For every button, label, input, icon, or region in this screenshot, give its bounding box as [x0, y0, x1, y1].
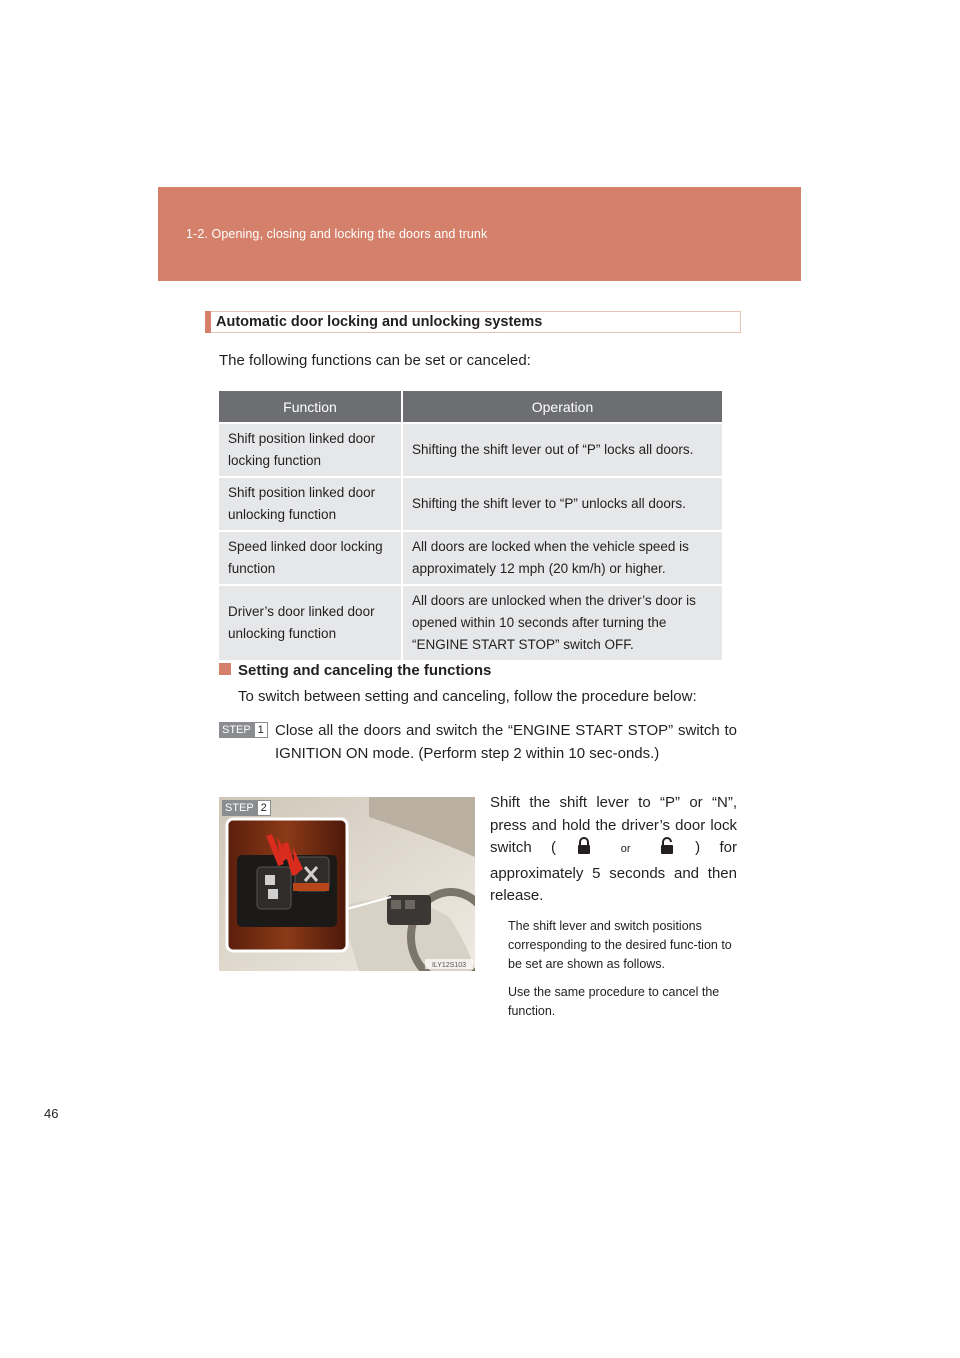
table-cell-function: Driver’s door linked door unlocking function — [219, 585, 402, 660]
table-row — [219, 423, 722, 477]
step-label: STEP — [219, 722, 254, 738]
step2-text-a: Shift the shift lever to “P” or “N”, press and hold the driver’s door lock switch ( — [490, 794, 737, 856]
table-cell-function: Shift position linked door unlocking function — [219, 477, 402, 531]
section-intro: The following functions can be set or canceled: — [219, 352, 531, 369]
table-row — [219, 531, 722, 585]
table-cell-operation: All doors are unlocked when the driver’s door is opened within 10 seconds after turning the “ENGINE START STOP” switch OFF. — [402, 585, 722, 660]
table-header-operation: Operation — [402, 391, 722, 423]
section-title-box — [205, 311, 741, 333]
lock-icon — [577, 837, 591, 863]
step-number: 2 — [257, 800, 271, 816]
step2-text — [490, 792, 737, 908]
breadcrumb: 1-2. Opening, closing and locking the doors and trunk — [186, 227, 488, 241]
table-cell-operation: All doors are locked when the vehicle speed is approximately 12 mph (20 km/h) or higher. — [402, 531, 722, 585]
table-header-row — [219, 391, 722, 423]
note-positions: The shift lever and switch positions corresponding to the desired func-tion to be set are shown as follows. — [508, 919, 732, 971]
table-cell-operation: Shifting the shift lever out of “P” locks all doors. — [402, 423, 722, 477]
section-title: Automatic door locking and unlocking systems — [216, 314, 543, 330]
section-title-bar — [205, 311, 211, 333]
subsection-title: Setting and canceling the functions — [238, 662, 492, 679]
subsection-heading — [219, 662, 491, 679]
table-header-function: Function — [219, 391, 402, 423]
step-number: 1 — [254, 722, 268, 738]
subsection-intro: To switch between setting and canceling, follow the procedure below: — [238, 688, 697, 705]
step2-text-b: ) for approximately 5 seconds and then release. — [490, 839, 738, 904]
step2-badge — [222, 800, 271, 816]
door-panel-graphic — [219, 797, 475, 971]
table-row — [219, 585, 722, 660]
step1-badge — [219, 722, 268, 738]
unlock-icon — [660, 837, 674, 863]
square-bullet-icon — [219, 663, 231, 675]
chapter-header — [158, 187, 801, 281]
door-lock-switch-illustration — [219, 797, 475, 971]
table-row — [219, 477, 722, 531]
page-number: 46 — [44, 1106, 59, 1121]
function-table — [219, 391, 722, 660]
step1-text: Close all the doors and switch the “ENGINE START STOP” switch to IGNITION ON mode. (Perform step 2 within 10 sec-onds.) — [275, 722, 737, 762]
image-code: ILY12S103 — [431, 962, 467, 969]
step-label: STEP — [222, 800, 257, 816]
table-cell-operation: Shifting the shift lever to “P” unlocks all doors. — [402, 477, 722, 531]
note-cancel: Use the same procedure to cancel the function. — [508, 985, 720, 1018]
table-cell-function: Shift position linked door locking function — [219, 423, 402, 477]
table-cell-function: Speed linked door locking function — [219, 531, 402, 585]
or-text: or — [620, 843, 631, 855]
